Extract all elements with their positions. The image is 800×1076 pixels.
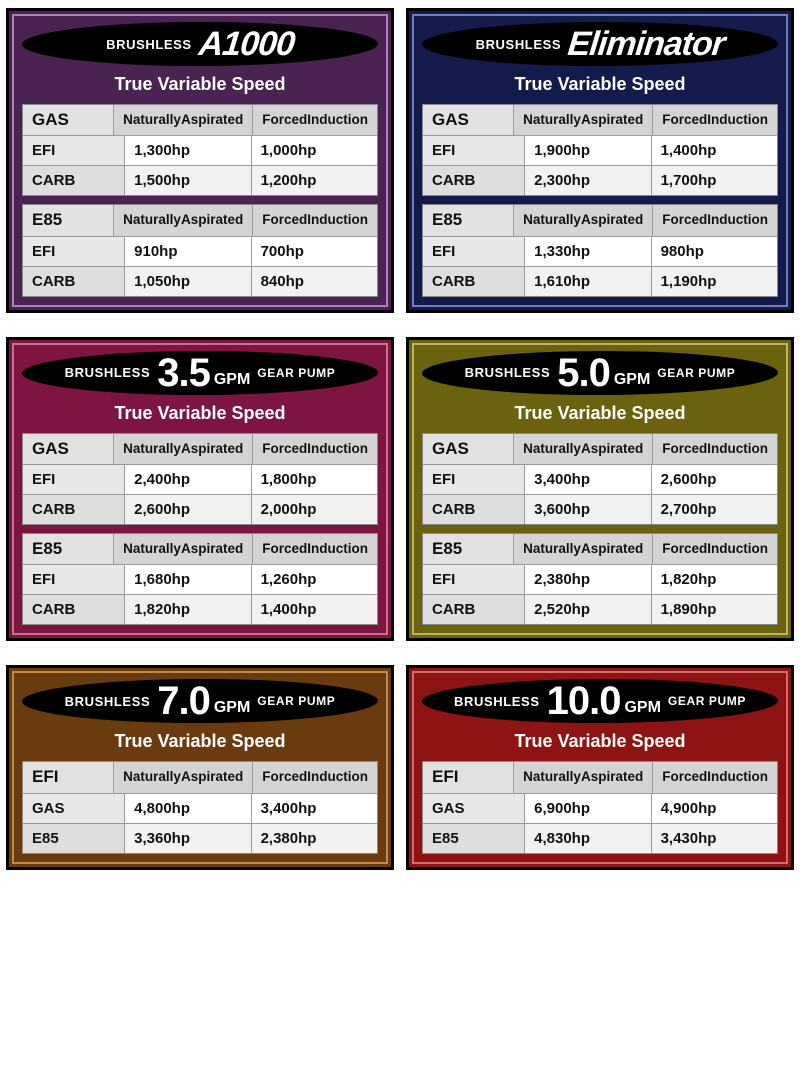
card-inner (412, 671, 788, 863)
row-label: EFI (23, 565, 124, 594)
value-naturally-aspirated: 910hp (124, 237, 250, 266)
table-row (423, 135, 777, 165)
header-line-1: Naturally (523, 540, 581, 556)
row-label: EFI (23, 136, 124, 165)
header-line-2: Induction (707, 769, 768, 785)
value-naturally-aspirated: 2,520hp (524, 595, 650, 624)
header-line-1: Forced (262, 440, 308, 456)
banner-content (414, 27, 786, 61)
header-line-1: Naturally (523, 212, 581, 228)
row-label: EFI (423, 465, 524, 494)
fuel-type-label: GAS (423, 434, 513, 464)
table-header-row (423, 105, 777, 135)
spec-card-7-0-gpm (6, 665, 394, 869)
header-line-2: Induction (707, 212, 768, 228)
table-row (23, 236, 377, 266)
value-naturally-aspirated: 1,300hp (124, 136, 250, 165)
table-row (423, 464, 777, 494)
header-line-2: Aspirated (180, 540, 244, 556)
card-subtitle: True Variable Speed (514, 74, 686, 94)
header-line-2: Induction (307, 540, 368, 556)
gpm-label: GPM (213, 370, 251, 388)
column-header-naturally-aspirated (113, 534, 252, 564)
value-forced-induction: 1,890hp (651, 595, 777, 624)
card-banner (414, 16, 786, 72)
gpm-label: GPM (213, 699, 251, 717)
spec-card-eliminator (406, 8, 794, 313)
table-row (423, 823, 777, 853)
header-line-1: Forced (662, 440, 708, 456)
value-naturally-aspirated: 1,050hp (124, 267, 250, 296)
fuel-type-label: E85 (23, 534, 113, 564)
table-header-row (423, 762, 777, 792)
table-row (23, 165, 377, 195)
spec-card-a1000 (6, 8, 394, 313)
value-forced-induction: 1,700hp (651, 166, 777, 195)
column-header-forced-induction (652, 205, 777, 235)
spec-table (422, 204, 778, 296)
card-inner (12, 14, 388, 307)
fuel-type-label: E85 (23, 205, 113, 235)
table-row (23, 793, 377, 823)
spec-table (22, 104, 378, 196)
spec-table (422, 533, 778, 625)
row-label: E85 (423, 824, 524, 853)
value-forced-induction: 3,400hp (251, 794, 377, 823)
card-banner (14, 345, 386, 401)
card-subtitle: True Variable Speed (514, 731, 686, 752)
value-forced-induction: 1,400hp (251, 595, 377, 624)
banner-content (14, 679, 386, 724)
brushless-label: BRUSHLESS (464, 365, 551, 381)
header-line-2: Induction (307, 440, 368, 456)
fuel-type-label: GAS (23, 105, 113, 135)
column-header-forced-induction (652, 105, 777, 135)
model-number: 5.0 (557, 350, 610, 395)
column-header-forced-induction (652, 762, 777, 792)
row-label: CARB (423, 595, 524, 624)
header-line-1: Forced (262, 212, 308, 228)
header-line-2: Aspirated (580, 440, 644, 456)
header-line-1: Naturally (123, 540, 181, 556)
table-header-row (423, 205, 777, 235)
spec-table (22, 204, 378, 296)
table-row (23, 135, 377, 165)
card-inner (12, 671, 388, 863)
value-naturally-aspirated: 4,830hp (524, 824, 650, 853)
value-naturally-aspirated: 2,380hp (524, 565, 650, 594)
card-inner (412, 14, 788, 307)
value-forced-induction: 1,820hp (651, 565, 777, 594)
column-header-naturally-aspirated (113, 105, 252, 135)
header-line-2: Induction (707, 440, 768, 456)
gpm-label: GPM (613, 370, 651, 388)
header-line-2: Induction (707, 111, 768, 127)
header-line-2: Aspirated (580, 111, 644, 127)
table-header-row (423, 534, 777, 564)
table-row (423, 494, 777, 524)
row-label: CARB (23, 267, 124, 296)
header-line-1: Naturally (123, 769, 181, 785)
card-subtitle: True Variable Speed (114, 74, 286, 94)
spec-table (22, 761, 378, 853)
header-line-2: Induction (307, 769, 368, 785)
gpm-label: GPM (624, 699, 661, 717)
value-naturally-aspirated: 4,800hp (124, 794, 250, 823)
brushless-label: BRUSHLESS (64, 693, 151, 709)
table-row (23, 494, 377, 524)
table-row (423, 793, 777, 823)
row-label: EFI (23, 237, 124, 266)
table-row (23, 594, 377, 624)
table-row (23, 564, 377, 594)
spec-card-10-0-gpm (406, 665, 794, 869)
gear-pump-label: GEAR PUMP (257, 365, 336, 380)
column-header-forced-induction (252, 205, 377, 235)
table-header-row (23, 434, 377, 464)
table-row (23, 823, 377, 853)
header-line-2: Induction (307, 111, 368, 127)
header-line-1: Forced (262, 540, 308, 556)
value-forced-induction: 2,700hp (651, 495, 777, 524)
spec-table (22, 533, 378, 625)
value-naturally-aspirated: 3,400hp (524, 465, 650, 494)
fuel-type-label: EFI (423, 762, 513, 792)
value-forced-induction: 980hp (651, 237, 777, 266)
header-line-1: Naturally (523, 440, 581, 456)
fuel-type-label: E85 (423, 534, 513, 564)
value-naturally-aspirated: 2,600hp (124, 495, 250, 524)
value-forced-induction: 1,190hp (651, 267, 777, 296)
value-naturally-aspirated: 2,400hp (124, 465, 250, 494)
table-header-row (23, 534, 377, 564)
value-naturally-aspirated: 1,330hp (524, 237, 650, 266)
value-forced-induction: 1,800hp (251, 465, 377, 494)
column-header-forced-induction (252, 105, 377, 135)
value-naturally-aspirated: 6,900hp (524, 794, 650, 823)
spec-table (22, 433, 378, 525)
value-forced-induction: 1,000hp (251, 136, 377, 165)
column-header-forced-induction (252, 434, 377, 464)
fuel-type-label: EFI (23, 762, 113, 792)
card-inner (12, 343, 388, 636)
gear-pump-label: GEAR PUMP (257, 694, 336, 709)
card-banner (414, 673, 786, 729)
header-line-2: Aspirated (180, 212, 244, 228)
table-header-row (23, 205, 377, 235)
model-name: Eliminator (566, 25, 727, 63)
column-header-forced-induction (652, 434, 777, 464)
header-line-1: Forced (262, 111, 308, 127)
table-row (423, 564, 777, 594)
header-line-2: Induction (707, 540, 768, 556)
column-header-naturally-aspirated (513, 534, 652, 564)
value-forced-induction: 2,380hp (251, 824, 377, 853)
table-row (423, 266, 777, 296)
banner-content (14, 27, 386, 61)
column-header-naturally-aspirated (113, 205, 252, 235)
card-subtitle: True Variable Speed (114, 402, 286, 423)
column-header-naturally-aspirated (113, 762, 252, 792)
column-header-naturally-aspirated (513, 205, 652, 235)
header-line-1: Forced (262, 769, 308, 785)
value-forced-induction: 4,900hp (651, 794, 777, 823)
value-forced-induction: 1,260hp (251, 565, 377, 594)
header-line-2: Aspirated (180, 440, 244, 456)
column-header-naturally-aspirated (513, 105, 652, 135)
value-forced-induction: 1,200hp (251, 166, 377, 195)
table-row (23, 464, 377, 494)
spec-table (422, 104, 778, 196)
row-label: CARB (23, 166, 124, 195)
row-label: CARB (423, 166, 524, 195)
fuel-type-label: E85 (423, 205, 513, 235)
card-subtitle: True Variable Speed (114, 731, 286, 752)
header-line-2: Aspirated (580, 540, 644, 556)
card-banner (414, 345, 786, 401)
banner-content (414, 350, 786, 395)
row-label: GAS (423, 794, 524, 823)
value-naturally-aspirated: 3,360hp (124, 824, 250, 853)
header-line-1: Forced (662, 769, 708, 785)
spec-card-5-0-gpm (406, 337, 794, 642)
table-header-row (423, 434, 777, 464)
model-number: 10.0 (546, 679, 621, 724)
header-line-2: Aspirated (180, 111, 244, 127)
row-label: CARB (23, 595, 124, 624)
value-forced-induction: 2,600hp (651, 465, 777, 494)
column-header-naturally-aspirated (513, 762, 652, 792)
value-naturally-aspirated: 1,680hp (124, 565, 250, 594)
row-label: CARB (423, 495, 524, 524)
value-naturally-aspirated: 1,820hp (124, 595, 250, 624)
card-banner (14, 673, 386, 729)
card-banner (14, 16, 386, 72)
value-forced-induction: 840hp (251, 267, 377, 296)
spec-table (422, 761, 778, 853)
brushless-label: BRUSHLESS (475, 36, 562, 52)
banner-content (414, 679, 786, 724)
header-line-2: Aspirated (180, 769, 244, 785)
brushless-label: BRUSHLESS (454, 693, 540, 709)
row-label: E85 (23, 824, 124, 853)
value-naturally-aspirated: 3,600hp (524, 495, 650, 524)
header-line-2: Induction (307, 212, 368, 228)
header-line-1: Naturally (123, 440, 181, 456)
brushless-label: BRUSHLESS (106, 36, 192, 52)
row-label: EFI (423, 565, 524, 594)
header-line-1: Naturally (123, 111, 181, 127)
card-subtitle: True Variable Speed (514, 402, 686, 423)
column-header-forced-induction (252, 762, 377, 792)
spec-card-3-5-gpm (6, 337, 394, 642)
value-naturally-aspirated: 1,900hp (524, 136, 650, 165)
header-line-2: Aspirated (580, 212, 644, 228)
header-line-1: Naturally (523, 111, 581, 127)
header-line-1: Forced (662, 540, 708, 556)
header-line-2: Aspirated (580, 769, 644, 785)
header-line-1: Forced (662, 111, 708, 127)
row-label: CARB (423, 267, 524, 296)
gear-pump-label: GEAR PUMP (667, 694, 746, 709)
column-header-forced-induction (252, 534, 377, 564)
table-row (23, 266, 377, 296)
value-forced-induction: 1,400hp (651, 136, 777, 165)
spec-table (422, 433, 778, 525)
column-header-forced-induction (652, 534, 777, 564)
row-label: GAS (23, 794, 124, 823)
fuel-type-label: GAS (423, 105, 513, 135)
model-number: 7.0 (157, 679, 210, 724)
card-inner (412, 343, 788, 636)
value-naturally-aspirated: 2,300hp (524, 166, 650, 195)
value-naturally-aspirated: 1,500hp (124, 166, 250, 195)
table-header-row (23, 105, 377, 135)
column-header-naturally-aspirated (513, 434, 652, 464)
banner-content (14, 350, 386, 395)
row-label: CARB (23, 495, 124, 524)
table-row (423, 165, 777, 195)
row-label: EFI (423, 136, 524, 165)
gear-pump-label: GEAR PUMP (657, 365, 736, 380)
column-header-naturally-aspirated (113, 434, 252, 464)
fuel-type-label: GAS (23, 434, 113, 464)
header-line-1: Naturally (123, 212, 181, 228)
header-line-1: Naturally (523, 769, 581, 785)
value-forced-induction: 3,430hp (651, 824, 777, 853)
header-line-1: Forced (662, 212, 708, 228)
table-header-row (23, 762, 377, 792)
model-number: 3.5 (157, 350, 210, 395)
model-name: A1000 (196, 25, 296, 63)
row-label: EFI (23, 465, 124, 494)
value-naturally-aspirated: 1,610hp (524, 267, 650, 296)
value-forced-induction: 700hp (251, 237, 377, 266)
table-row (423, 594, 777, 624)
value-forced-induction: 2,000hp (251, 495, 377, 524)
brushless-label: BRUSHLESS (64, 365, 151, 381)
table-row (423, 236, 777, 266)
row-label: EFI (423, 237, 524, 266)
